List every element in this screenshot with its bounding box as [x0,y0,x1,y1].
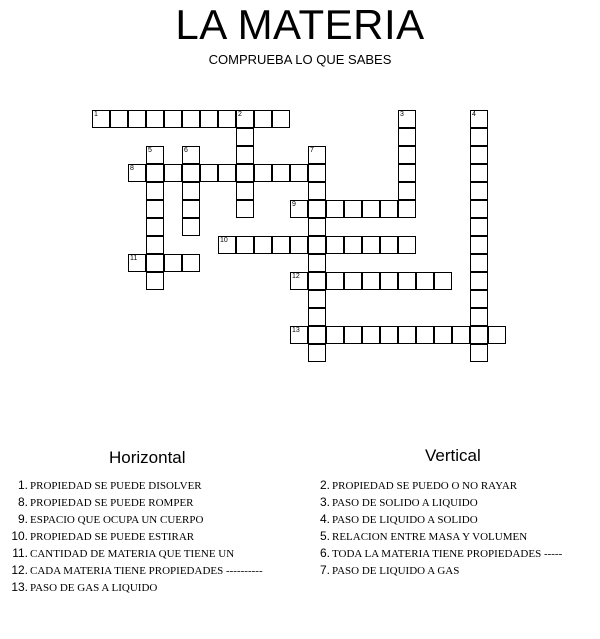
crossword-cell[interactable] [470,236,488,254]
crossword-cell[interactable] [254,110,272,128]
crossword-cell[interactable] [254,236,272,254]
crossword-cell[interactable] [470,146,488,164]
crossword-cell[interactable] [344,236,362,254]
crossword-cell[interactable] [308,146,326,164]
crossword-cell[interactable] [290,200,308,218]
crossword-cell[interactable] [362,326,380,344]
crossword-cell[interactable] [344,200,362,218]
crossword-cell[interactable] [164,254,182,272]
crossword-cell[interactable] [182,110,200,128]
crossword-cell[interactable] [308,254,326,272]
crossword-cell[interactable] [380,236,398,254]
crossword-cell[interactable] [470,218,488,236]
crossword-cell[interactable] [182,182,200,200]
clue-number: 9. [17,512,28,526]
crossword-cell[interactable] [308,164,326,182]
crossword-cell[interactable] [182,254,200,272]
crossword-cell[interactable] [398,182,416,200]
clue-number: 4. [319,512,330,526]
crossword-cell[interactable] [326,200,344,218]
crossword-cell[interactable] [290,164,308,182]
cell-number: 3 [400,111,404,118]
clue-text: PASO DE LIQUIDO A GAS [332,565,460,577]
crossword-cell[interactable] [326,272,344,290]
across-clue-list [0,476,263,595]
clue-number: 10. [11,529,28,543]
crossword-cell[interactable] [146,236,164,254]
cell-number: 1 [94,111,98,118]
clue-text: PASO DE GAS A LIQUIDO [30,582,158,594]
crossword-cell[interactable] [290,272,308,290]
cell-number: 13 [292,327,300,334]
crossword-cell[interactable] [326,326,344,344]
clue-item [0,578,263,595]
crossword-cell[interactable] [236,110,254,128]
cell-number: 11 [130,255,138,262]
cell-number: 12 [292,273,300,280]
clue-text: ESPACIO QUE OCUPA UN CUERPO [30,514,204,526]
crossword-cell[interactable] [416,272,434,290]
crossword-cell[interactable] [344,272,362,290]
crossword-cell[interactable] [308,290,326,308]
crossword-cell[interactable] [308,308,326,326]
clue-text: CANTIDAD DE MATERIA QUE TIENE UN [30,548,235,560]
clue-item [0,544,263,561]
down-clues-heading: Vertical [425,446,481,465]
crossword-cell[interactable] [236,182,254,200]
crossword-cell[interactable] [308,272,326,290]
clue-text: TODA LA MATERIA TIENE PROPIEDADES ----- [332,548,563,560]
clue-number: 3. [319,495,330,509]
crossword-cell[interactable] [488,326,506,344]
crossword-cell[interactable] [398,164,416,182]
clue-text: PASO DE SOLIDO A LIQUIDO [332,497,478,509]
crossword-cell[interactable] [236,164,254,182]
clue-text: RELACION ENTRE MASA Y VOLUMEN [332,531,528,543]
crossword-cell[interactable] [218,164,236,182]
clue-text: PROPIEDAD SE PUEDO O NO RAYAR [332,480,518,492]
clue-text: CADA MATERIA TIENE PROPIEDADES ---------- [30,565,263,577]
crossword-cell[interactable] [416,326,434,344]
clue-number: 7. [319,563,330,577]
crossword-cell[interactable] [308,236,326,254]
clue-text: PASO DE LIQUIDO A SOLIDO [332,514,478,526]
clue-item [302,493,562,510]
crossword-cell[interactable] [380,326,398,344]
clue-number: 11. [12,546,28,560]
cell-number: 7 [310,147,314,154]
clue-number: 6. [319,546,330,560]
clue-item [302,510,562,527]
crossword-cell[interactable] [398,236,416,254]
crossword-cell[interactable] [236,146,254,164]
crossword-cell[interactable] [398,146,416,164]
crossword-cell[interactable] [200,110,218,128]
clue-item [302,544,562,561]
crossword-cell[interactable] [470,254,488,272]
crossword-cell[interactable] [344,326,362,344]
crossword-cell[interactable] [272,110,290,128]
crossword-cell[interactable] [308,200,326,218]
crossword-cell[interactable] [146,200,164,218]
crossword-cell[interactable] [146,146,164,164]
clue-item [0,561,263,578]
crossword-cell[interactable] [110,110,128,128]
crossword-cell[interactable] [452,326,470,344]
crossword-cell[interactable] [272,164,290,182]
crossword-cell[interactable] [272,236,290,254]
crossword-cell[interactable] [362,236,380,254]
crossword-cell[interactable] [380,272,398,290]
crossword-cell[interactable] [434,326,452,344]
clue-number: 12. [11,563,28,577]
clue-item [302,561,562,578]
clue-item [302,527,562,544]
crossword-cell[interactable] [470,200,488,218]
clue-number: 2. [319,478,330,492]
crossword-cell[interactable] [146,182,164,200]
page-subtitle: COMPRUEBA LO QUE SABES [208,52,392,67]
crossword-cell[interactable] [128,110,146,128]
crossword-cell[interactable] [254,164,272,182]
cell-number: 4 [472,111,476,118]
clue-item [0,510,263,527]
crossword-cell[interactable] [290,326,308,344]
crossword-cell[interactable] [146,218,164,236]
crossword-cell[interactable] [200,164,218,182]
crossword-cell[interactable] [470,110,488,128]
crossword-cell[interactable] [398,110,416,128]
crossword-cell[interactable] [236,128,254,146]
cell-number: 8 [130,165,134,172]
crossword-cell[interactable] [182,200,200,218]
cell-number: 5 [148,147,152,154]
crossword-cell[interactable] [128,164,146,182]
crossword-cell[interactable] [236,200,254,218]
crossword-cell[interactable] [470,326,488,344]
crossword-cell[interactable] [434,272,452,290]
clue-item [0,476,263,493]
page-title: LA MATERIA [175,1,425,48]
clue-number: 1. [17,478,28,492]
clue-item [0,493,263,510]
crossword-cell[interactable] [398,200,416,218]
crossword-cell[interactable] [218,236,236,254]
cell-number: 10 [220,237,228,244]
crossword-cell[interactable] [470,344,488,362]
crossword-cell[interactable] [290,236,308,254]
crossword-cell[interactable] [164,164,182,182]
clue-item [0,527,263,544]
crossword-cell[interactable] [398,272,416,290]
crossword-cell[interactable] [146,254,164,272]
crossword-cell[interactable] [146,110,164,128]
crossword-cell[interactable] [308,326,326,344]
crossword-cell[interactable] [362,200,380,218]
crossword-cell[interactable] [308,218,326,236]
crossword-cell[interactable] [146,272,164,290]
crossword-cell[interactable] [236,236,254,254]
crossword-cell[interactable] [470,272,488,290]
crossword-cell[interactable] [146,164,164,182]
crossword-cell[interactable] [182,164,200,182]
crossword-cell[interactable] [470,290,488,308]
clue-text: PROPIEDAD SE PUEDE ROMPER [30,497,194,509]
crossword-cell[interactable] [398,128,416,146]
crossword-cell[interactable] [326,236,344,254]
crossword-cell[interactable] [398,326,416,344]
crossword-cell[interactable] [92,110,110,128]
crossword-cell[interactable] [128,254,146,272]
cell-number: 2 [238,111,242,118]
crossword-cell[interactable] [182,146,200,164]
clue-number: 5. [319,529,330,543]
crossword-cell[interactable] [470,164,488,182]
crossword-cell[interactable] [470,308,488,326]
cell-number: 6 [184,147,188,154]
clue-item [302,476,562,493]
crossword-cell[interactable] [182,218,200,236]
clue-text: PROPIEDAD SE PUEDE ESTIRAR [30,531,195,543]
clue-number: 8. [17,495,28,509]
crossword-cell[interactable] [308,182,326,200]
crossword-cell[interactable] [218,110,236,128]
clue-text: PROPIEDAD SE PUEDE DISOLVER [30,480,202,492]
down-clue-list [302,476,562,578]
cell-number: 9 [292,201,296,208]
crossword-cell[interactable] [470,128,488,146]
crossword-cell[interactable] [470,182,488,200]
crossword-cell[interactable] [164,110,182,128]
crossword-cell[interactable] [308,344,326,362]
clue-number: 13. [11,580,28,594]
across-clues-heading: Horizontal [109,448,186,467]
crossword-cell[interactable] [380,200,398,218]
crossword-cell[interactable] [362,272,380,290]
